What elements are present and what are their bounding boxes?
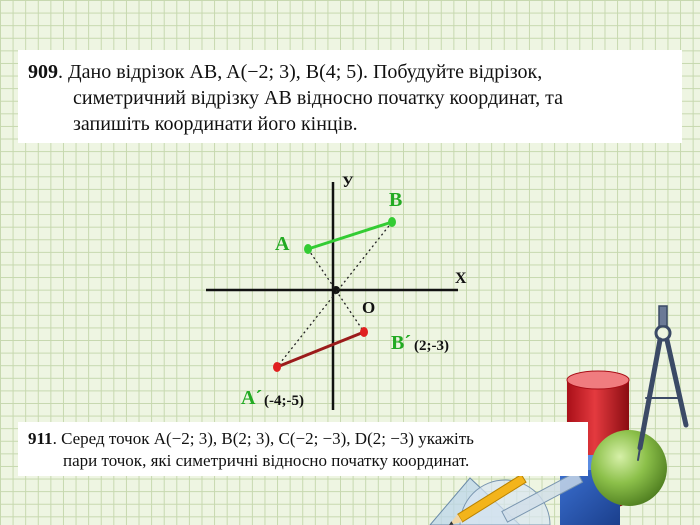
task-911-line-1: 911. Серед точок A(−2; 3), B(2; 3), C(−2; −3), D(2; −3) укажіть xyxy=(28,429,474,448)
task-909-line-2: симетричний відрізку AB відносно початку координат, та xyxy=(73,87,564,109)
point-b-marker xyxy=(388,217,396,227)
point-b-label: B xyxy=(389,189,403,211)
task-911-line-2: пари точок, які симетричні відносно початку координат. xyxy=(63,451,470,470)
point-b-prime-label: B´ xyxy=(391,332,411,354)
task-911-box xyxy=(18,422,588,476)
point-a-prime-marker xyxy=(273,362,281,372)
task-909-line-1: 909. Дано відрізок AB, A(−2; 3), B(4; 5). Побудуйте відрізок, xyxy=(28,61,543,83)
origin-label: О xyxy=(362,298,376,317)
task-909-line-3: запишіть координати його кінців. xyxy=(73,113,358,135)
task-911-number: 911 xyxy=(28,429,53,448)
task-909-number: 909 xyxy=(28,61,58,83)
point-a-marker xyxy=(304,244,312,254)
point-a-prime-label: A´ xyxy=(241,387,263,409)
green-sphere-icon xyxy=(591,430,667,506)
point-b-prime-marker xyxy=(360,327,368,337)
point-a-prime-coords: (-4;-5) xyxy=(264,393,304,409)
ruler-protractor-icon xyxy=(430,472,583,525)
point-b-prime-coords: (2;-3) xyxy=(414,338,449,354)
point-a-label: A xyxy=(275,233,290,255)
segment-ab xyxy=(308,222,392,249)
segment-a-prime-b-prime xyxy=(277,332,364,367)
y-axis-label: У xyxy=(342,174,354,191)
x-axis-label: Х xyxy=(455,270,467,287)
